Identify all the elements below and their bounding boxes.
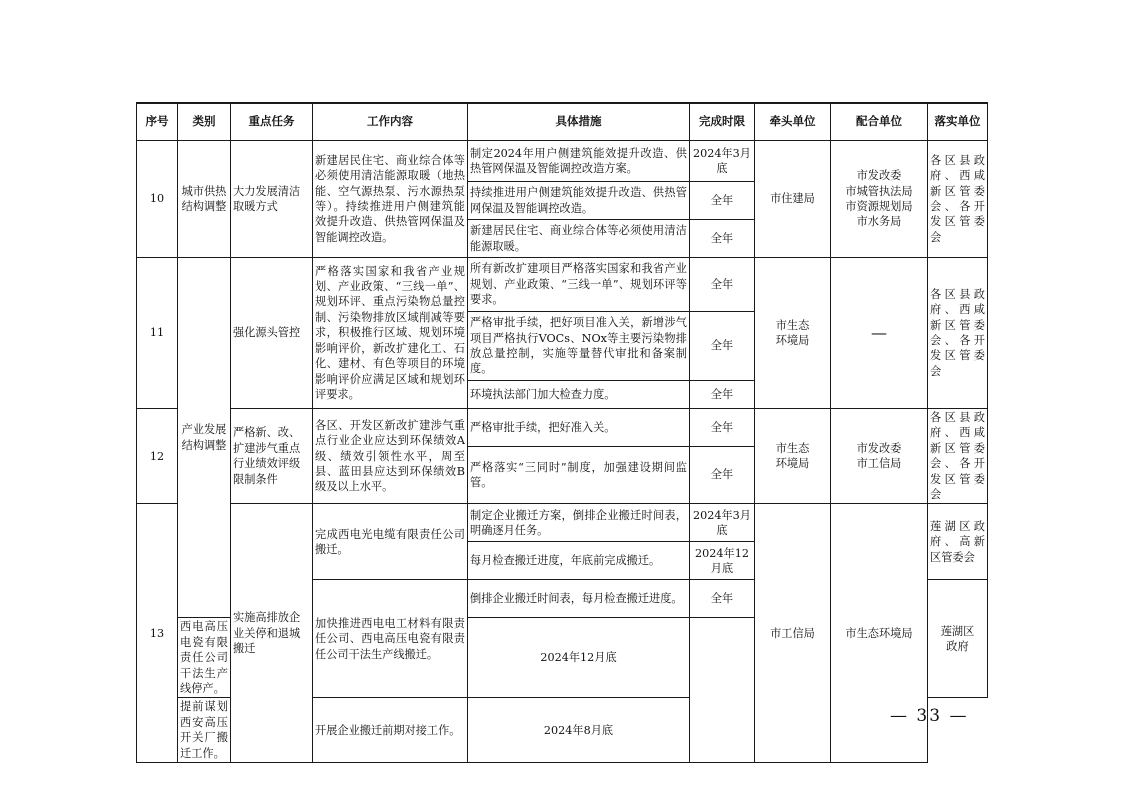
cell-deadline: 全年 [690, 312, 755, 381]
cell-deadline: 2024年12月底 [690, 542, 755, 580]
cell-deadline: 全年 [690, 381, 755, 409]
cell-measure: 严格审批手续，把好项目准入关，新增涉气项目严格执行VOCs、NOx等主要污染物排放总量控制，实施等量替代审批和备案制度。 [468, 312, 690, 381]
cell-impl: 各区县政府、西咸新区管委会、各开发区管委会 [928, 409, 988, 504]
cell-lead: 市住建局 [755, 141, 831, 258]
header-impl: 落实单位 [928, 103, 988, 141]
cell-coop: 市生态环境局 [831, 504, 928, 763]
table-row [137, 409, 988, 447]
cell-seq: 12 [137, 409, 178, 504]
cell-measure: 每月检查搬迁进度，年底前完成搬迁。 [468, 542, 690, 580]
cell-lead: 市工信局 [755, 504, 831, 763]
cell-impl: 莲湖区政府、高新区管委会 [928, 504, 988, 580]
header-task: 重点任务 [231, 103, 313, 141]
task-table [136, 102, 988, 763]
header-seq: 序号 [137, 103, 178, 141]
cell-measure: 持续推进用户侧建筑能效提升改造、供热管网保温及智能调控改造。 [468, 182, 690, 220]
cell-category: 产业发展结构调整 [178, 258, 231, 618]
cell-category: 城市供热结构调整 [178, 141, 231, 258]
cell-coop: 市发改委 市工信局 [831, 409, 928, 504]
cell-deadline: 全年 [690, 258, 755, 312]
cell-deadline: 全年 [690, 580, 755, 618]
header-measures: 具体措施 [468, 103, 690, 141]
cell-measure: 所有新改扩建项目严格落实国家和我省产业规划、产业政策、“三线一单”、规划环评等要求。 [468, 258, 690, 312]
cell-deadline: 全年 [690, 409, 755, 447]
cell-deadline: 2024年3月底 [690, 504, 755, 542]
cell-seq: 10 [137, 141, 178, 258]
cell-content: 严格落实国家和我省产业规划、产业政策、“三线一单”、规划环评、重点污染物总量控制、污染物排放区域削减等要求，积极推行区域、规划环境影响评价，新改扩建化工、石化、建材、有色等项目的环境影响评价应满足区域和规划环评要求。 [313, 258, 468, 409]
table-row [137, 141, 988, 182]
cell-impl: 莲湖区 政府 [928, 580, 988, 698]
cell-impl: 各区县政府、西咸新区管委会、各开发区管委会 [928, 141, 988, 258]
cell-deadline: 2024年8月底 [468, 698, 690, 763]
table-row [137, 504, 988, 542]
cell-coop: — [831, 258, 928, 409]
cell-task: 严格新、改、扩建涉气重点行业绩效评级限制条件 [231, 409, 313, 504]
cell-content: 新建居民住宅、商业综合体等必须使用清洁能源取暖（地热能、空气源热泵、污水源热泵等）。持续推进用户侧建筑能效提升改造、供热管网保温及智能调控改造。 [313, 141, 468, 258]
cell-deadline: 全年 [690, 220, 755, 258]
cell-deadline: 全年 [690, 182, 755, 220]
page-number: — 33 — [890, 706, 969, 726]
cell-content: 完成西电光电缆有限责任公司搬迁。 [313, 504, 468, 580]
cell-lead: 市生态 环境局 [755, 258, 831, 409]
cell-measure: 制定2024年用户侧建筑能效提升改造、供热管网保温及智能调控改造方案。 [468, 141, 690, 182]
cell-deadline: 全年 [690, 446, 755, 504]
cell-seq: 13 [137, 504, 178, 763]
cell-content: 提前谋划西安高压开关厂搬迁工作。 [178, 698, 231, 763]
cell-content: 各区、开发区新改扩建涉气重点行业企业应达到环保绩效A级、绩效引领性水平，周至县、蓝田县应达到环保绩效B级及以上水平。 [313, 409, 468, 504]
header-content: 工作内容 [313, 103, 468, 141]
cell-measure: 新建居民住宅、商业综合体等必须使用清洁能源取暖。 [468, 220, 690, 258]
header-category: 类别 [178, 103, 231, 141]
cell-task: 大力发展清洁取暖方式 [231, 141, 313, 258]
cell-deadline: 2024年3月底 [690, 141, 755, 182]
cell-measure: 环境执法部门加大检查力度。 [468, 381, 690, 409]
header-coop: 配合单位 [831, 103, 928, 141]
cell-seq: 11 [137, 258, 178, 409]
header-lead: 牵头单位 [755, 103, 831, 141]
cell-task: 实施高排放企业关停和退城搬迁 [231, 504, 313, 763]
header-deadline: 完成时限 [690, 103, 755, 141]
cell-impl-continued [690, 698, 755, 763]
cell-task: 强化源头管控 [231, 258, 313, 409]
cell-impl: 各区县政府、西咸新区管委会、各开发区管委会 [928, 258, 988, 409]
cell-coop: 市发改委 市城管执法局 市资源规划局 市水务局 [831, 141, 928, 258]
cell-measure: 开展企业搬迁前期对接工作。 [313, 698, 468, 763]
cell-measure: 严格落实“三同时”制度，加强建设期间监管。 [468, 446, 690, 504]
cell-deadline: 2024年12月底 [468, 618, 690, 698]
header-row [137, 103, 988, 141]
cell-measure: 倒排企业搬迁时间表，每月检查搬迁进度。 [468, 580, 690, 618]
cell-lead: 市生态 环境局 [755, 409, 831, 504]
table-row [137, 258, 988, 312]
cell-measure: 西电高压电瓷有限责任公司干法生产线停产。 [178, 618, 231, 698]
cell-measure: 制定企业搬迁方案，倒排企业搬迁时间表，明确逐月任务。 [468, 504, 690, 542]
cell-content: 加快推进西电电工材料有限责任公司、西电高压电瓷有限责任公司干法生产线搬迁。 [313, 580, 468, 698]
cell-measure: 严格审批手续，把好准入关。 [468, 409, 690, 447]
